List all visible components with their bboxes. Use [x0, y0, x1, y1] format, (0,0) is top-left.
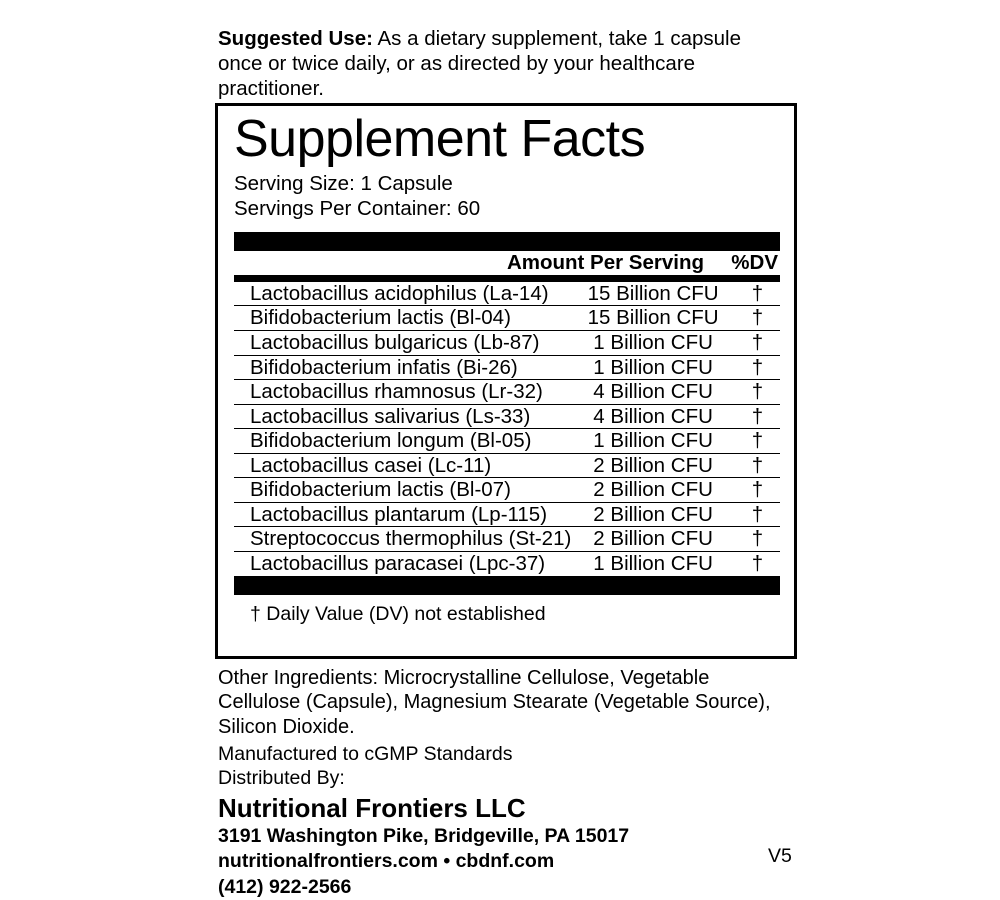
nutrient-amount: 1 Billion CFU: [571, 429, 735, 454]
suggested-use-text: As a dietary supplement, take 1 capsule once or twice daily, or as directed by your healthcare practitioner.: [218, 27, 742, 100]
header-percent-dv: %DV: [731, 250, 778, 274]
table-header-row: [236, 251, 778, 275]
nutrient-amount: 15 Billion CFU: [571, 306, 735, 331]
nutrient-name: Lactobacillus paracasei (Lpc-37): [234, 552, 571, 576]
nutrient-dv: †: [735, 478, 780, 503]
cgmp-line: Manufactured to cGMP Standards: [218, 743, 513, 765]
table-row: [234, 527, 780, 552]
nutrient-amount: 2 Billion CFU: [571, 478, 735, 503]
supplement-facts-title: Supplement Facts: [234, 110, 646, 168]
table-row: [234, 552, 780, 576]
nutrient-dv: †: [735, 453, 780, 478]
nutrient-name: Lactobacillus plantarum (Lp-115): [234, 502, 571, 527]
nutrient-name: Bifidobacterium lactis (Bl-04): [234, 306, 571, 331]
nutrient-dv: †: [751, 281, 764, 305]
company-address: 3191 Washington Pike, Bridgeville, PA 15017: [218, 824, 630, 847]
nutrient-dv: †: [735, 355, 780, 380]
nutrient-table: [234, 282, 780, 576]
nutrient-name: Lactobacillus acidophilus (La-14): [250, 281, 549, 305]
other-ingredients-paragraph: Other Ingredients: Microcrystalline Cellulose, Vegetable Cellulose (Capsule), Magnesium Stearate (Vegetable Source), Silicon Dioxide.: [218, 667, 771, 738]
header-nutrient: [236, 251, 270, 275]
serving-size: Serving Size: 1 Capsule: [234, 171, 453, 195]
table-row: [234, 453, 780, 478]
nutrient-dv: †: [735, 306, 780, 331]
suggested-use-paragraph: [218, 26, 778, 101]
nutrient-amount: 4 Billion CFU: [571, 404, 735, 429]
supplement-facts-panel: [215, 103, 797, 659]
nutrient-name: Bifidobacterium infatis (Bi-26): [234, 355, 571, 380]
nutrient-dv: †: [735, 404, 780, 429]
nutrient-amount: 2 Billion CFU: [571, 453, 735, 478]
panel-rule-thick-bottom: [234, 576, 780, 595]
supplement-facts-header-table: [236, 251, 778, 275]
nutrient-name: Lactobacillus bulgaricus (Lb-87): [234, 330, 571, 355]
header-amount-per-serving: Amount Per Serving: [506, 250, 704, 274]
table-row: [234, 306, 780, 331]
nutrient-amount: 2 Billion CFU: [571, 527, 735, 552]
nutrient-amount: 1 Billion CFU: [571, 552, 735, 576]
table-row: [234, 282, 780, 306]
nutrient-name: Streptococcus thermophilus (St-21): [234, 527, 571, 552]
table-row: [234, 404, 780, 429]
nutrient-dv: †: [735, 429, 780, 454]
daily-value-footnote: † Daily Value (DV) not established: [250, 602, 546, 625]
nutrient-name: Bifidobacterium longum (Bl-05): [234, 429, 571, 454]
servings-per-container: Servings Per Container: 60: [234, 197, 481, 221]
nutrient-dv: †: [735, 502, 780, 527]
nutrient-amount: 2 Billion CFU: [571, 502, 735, 527]
nutrient-amount: 15 Billion CFU: [587, 281, 719, 305]
nutrient-amount: 4 Billion CFU: [571, 380, 735, 405]
company-phone: (412) 922-2566: [218, 875, 352, 898]
footer-block: [218, 742, 838, 900]
nutrient-amount: 1 Billion CFU: [571, 330, 735, 355]
company-websites: nutritionalfrontiers.com • cbdnf.com: [218, 850, 555, 873]
nutrient-name: Bifidobacterium lactis (Bl-07): [234, 478, 571, 503]
nutrient-dv: †: [735, 330, 780, 355]
table-row: [234, 355, 780, 380]
nutrient-dv: †: [735, 527, 780, 552]
nutrient-dv: †: [735, 380, 780, 405]
nutrient-amount: 1 Billion CFU: [571, 355, 735, 380]
nutrient-name: Lactobacillus rhamnosus (Lr-32): [234, 380, 571, 405]
company-name: Nutritional Frontiers LLC: [218, 792, 526, 823]
panel-rule-med: [234, 275, 780, 282]
nutrient-name: Lactobacillus salivarius (Ls-33): [234, 404, 571, 429]
version-code: V5: [768, 845, 792, 867]
table-row: [234, 502, 780, 527]
panel-rule-thick-top: [234, 232, 780, 251]
distributed-by-line: Distributed By:: [218, 767, 345, 790]
table-row: [234, 429, 780, 454]
nutrient-dv: †: [735, 552, 780, 576]
table-row: [234, 330, 780, 355]
nutrient-name: Lactobacillus casei (Lc-11): [234, 453, 571, 478]
table-row: [234, 380, 780, 405]
table-row: [234, 478, 780, 503]
suggested-use-label: Suggested Use:: [218, 27, 373, 50]
